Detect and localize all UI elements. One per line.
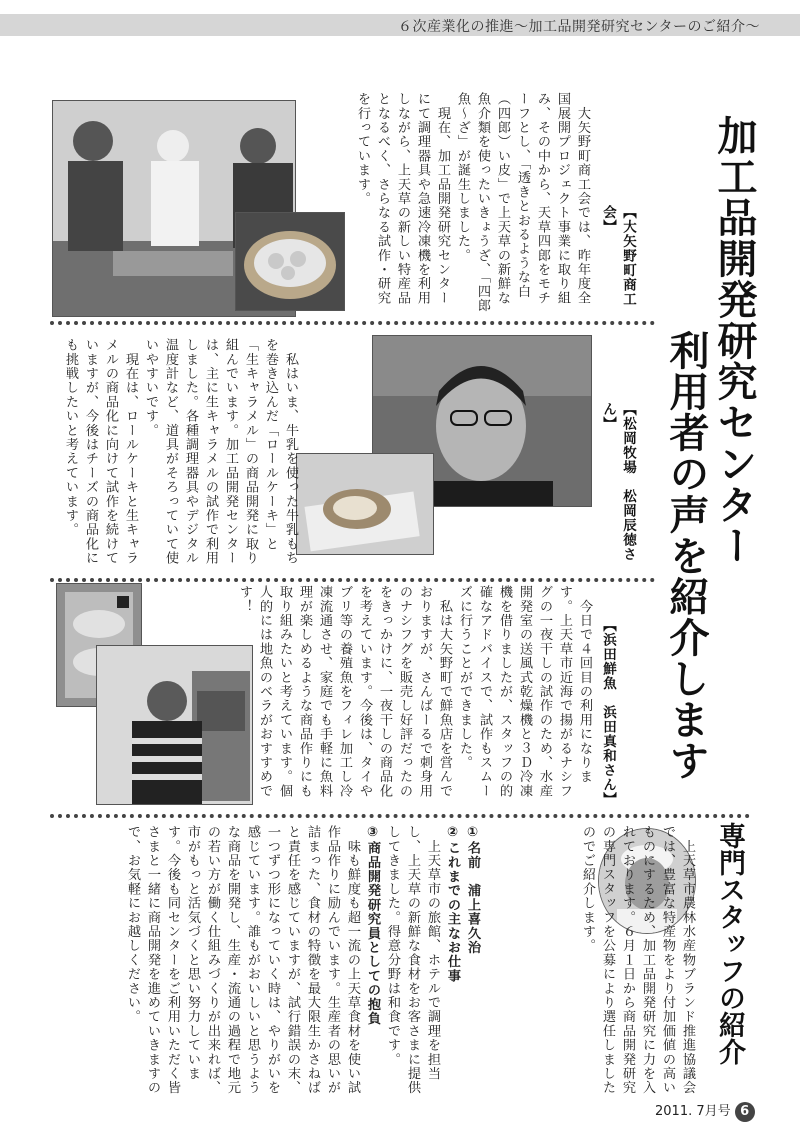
section3-paragraph: 私は大矢野町で鮮魚店を営んでおりますが、さんばーるで刺身用のナシフグを販売し好評だったのをきっかけに、一夜干しの商品化を考えています。今後は、タイやブリ等の養殖魚をフィレ加工し冷凍流通させ、家庭でも手軽に魚料理が楽しめるような商品作りにも取り組みたいと考えています。個人的には地魚のベラがおすすめです！	[237, 585, 452, 798]
staff-section-title: 専門スタッフの紹介	[714, 822, 745, 1065]
speaker-label-matsuoka: 【松岡牧場 松岡辰徳さん】	[600, 402, 636, 562]
section3-text	[237, 585, 594, 807]
photo-hamada-at-freezer	[96, 645, 253, 805]
divider-dotted	[50, 321, 655, 325]
section1-paragraph: 大矢野町商工会では、昨年度全国展開プロジェクト事業に取り組み、その中から、天草四郎をモチーフとし、「透きとおるような白（四郎）い皮」で上天草の新鮮な魚介類を使ったいきょうざ、「四郎魚〜ざ」が誕生しました。	[455, 92, 590, 313]
staff-intro-text	[482, 825, 697, 1100]
page-title-line1: 加工品開発研究センター	[711, 115, 757, 566]
staff-name-line: ①名前 浦上喜久治	[465, 825, 480, 955]
section3-paragraph: 今日で４回目の利用になります。上天草市近海で揚がるナシフグの一夜干しの試作のため、水産開発室の送風式乾燥機と３Ｄ冷凍機を借りましたが、スタッフの的確なアドバイスで、試作もスムーズに行うことができました。	[457, 585, 592, 798]
staff-career-text: 上天草市の旅館、ホテルで調理を担当し、上天草の新鮮な食材をお客さまに提供してきました。得意分野は和食です。	[385, 825, 440, 1095]
photo-gyoza-steamer	[235, 212, 345, 311]
speaker-label-hamada: 【浜田鮮魚 浜田真和さん】	[600, 618, 616, 807]
staff-aspiration-heading: ③商品開発研究員としての抱負	[365, 825, 380, 1026]
section2-text	[58, 338, 300, 570]
section1-paragraph: 現在、加工品開発研究センターにて調理器具や急速冷凍機を利用しながら、上天草の新しい特産品となるべく、さらなる試作・研究を行っています。	[355, 92, 450, 305]
divider-dotted	[50, 578, 655, 582]
page-title-line2: 利用者の声を紹介します	[663, 330, 709, 781]
staff-career-heading: ②これまでの主なお仕事	[445, 825, 460, 983]
page-number: 6	[735, 1102, 755, 1122]
divider-dotted	[50, 814, 750, 818]
photo-roll-cake	[296, 453, 434, 555]
speaker-label-oyano: 【大矢野町商工会】	[600, 205, 636, 307]
page-header	[0, 0, 800, 40]
page-footer	[655, 1100, 755, 1122]
staff-aspiration-text: 味も鮮度も超一流の上天草食材を使い試作品作りに励んでいます。生産者の思いが詰まった、食材の特徴を最大限生かさねばと責任を感じていますが、試行錯誤の末、一つずつ形になっていく時は、やりがいを感じています。誰もがおいしいと思うような商品を開発し、生産・流通の過程で地元の若い方が働く仕組みづくりが出来れば、市がもっと活気づくと思い努力しています。今後も同センターをご利用いただく皆さまと一緒に商品開発を進めていきますので、お気軽にお越しください。	[125, 825, 360, 1095]
section1-text	[352, 92, 592, 314]
header-text: ６次産業化の推進〜加工品開発研究センターのご紹介〜	[398, 19, 760, 35]
section2-paragraph: 現在は、ロールケーキと生キャラメルの商品化に向けて試作を続けていますが、今後はチーズの商品化にも挑戦したいと考えています。	[63, 338, 138, 566]
section2-paragraph: 私はいま、牛乳を使った牛乳もちを巻き込んだ「ロールケーキ」と「生キャラメル」の商品開発に取り組んでいます。加工品開発センターは、主に生キャラメルの試作で利用しました。各種調理器具やデジタル温度計など、道具がそろっていて使いやすいです。	[143, 338, 298, 566]
staff-details	[58, 825, 482, 1100]
staff-intro-paragraph: 上天草市農林水産物ブランド推進協議会では、豊富な特産物をより付加価値の高いものにするため、加工品開発研究に力を入れております。６月１日から商品開発研究の専門スタッフを公募により選任しましたのでご紹介します。	[580, 825, 695, 1095]
issue-label: 2011. 7月号	[655, 1104, 731, 1119]
